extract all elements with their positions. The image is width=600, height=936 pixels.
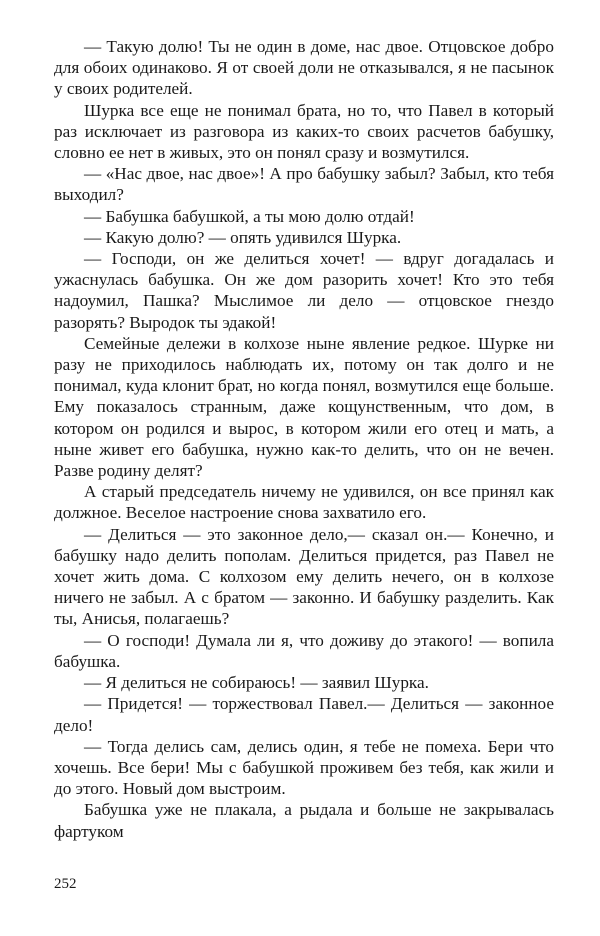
paragraph: — «Нас двое, нас двое»! А про бабушку забыл? Забыл, кто тебя выходил?: [54, 164, 554, 205]
paragraph: — Придется! — торжествовал Павел.— Делиться — законное дело!: [54, 694, 554, 735]
paragraph: Бабушка уже не плакала, а рыдала и больше не закрывалась фартуком: [54, 800, 554, 841]
paragraph: — Господи, он же делиться хочет! — вдруг догадалась и ужаснулась бабушка. Он же дом разорить хочет! Кто это тебя надоумил, Пашка? Мыслимое ли дело — отцовское гнездо разорять? Выродок ты эдакой!: [54, 249, 554, 332]
paragraph: — Делиться — это законное дело,— сказал он.— Конечно, и бабушку надо делить пополам. Делиться придется, раз Павел не хочет жить дома. С колхозом ему делить нечего, он в колхозе ничего не забыл. А с братом — законно. И бабушку разделить. Как ты, Анисья, полагаешь?: [54, 524, 554, 629]
paragraph: — Тогда делись сам, делись один, я тебе не помеха. Бери что хочешь. Все бери! Мы с бабушкой проживем без тебя, как жили и до этого. Новый дом выстроим.: [54, 736, 554, 799]
paragraph: — Я делиться не собираюсь! — заявил Шурка.: [84, 673, 429, 693]
paragraph: Шурка все еще не понимал брата, но то, что Павел в который раз исключает из разговора из каких-то своих расчетов бабушку, словно ее нет в живых, это он понял сразу и возмутился.: [54, 100, 554, 163]
paragraph: — Бабушка бабушкой, а ты мою долю отдай!: [84, 206, 415, 226]
paragraph: — О господи! Думала ли я, что доживу до этакого! — вопила бабушка.: [54, 630, 554, 671]
paragraph: — Такую долю! Ты не один в доме, нас двое. Отцовское добро для обоих одинаково. Я от своей доли не отказывался, я не пасынок у своих родителей.: [54, 37, 554, 99]
paragraph: А старый председатель ничему не удивился, он все принял как должное. Веселое настроение снова захватило его.: [54, 482, 554, 523]
page-number: 252: [54, 876, 77, 892]
body-text: [54, 36, 554, 842]
paragraph: Семейные дележи в колхозе ныне явление редкое. Шурке ни разу не приходилось наблюдать их, потому он так долго и не понимал, куда клонит брат, но когда понял, возмутился еще больше. Ему показалось странным, даже кощунственным, что дом, в котором он родился и вырос, в котором жили его отец и мать, а ныне живет его бабушка, нужно как-то делить, что он не вечен. Разве родину делят?: [54, 333, 554, 481]
paragraph: — Какую долю? — опять удивился Шурка.: [84, 227, 402, 247]
